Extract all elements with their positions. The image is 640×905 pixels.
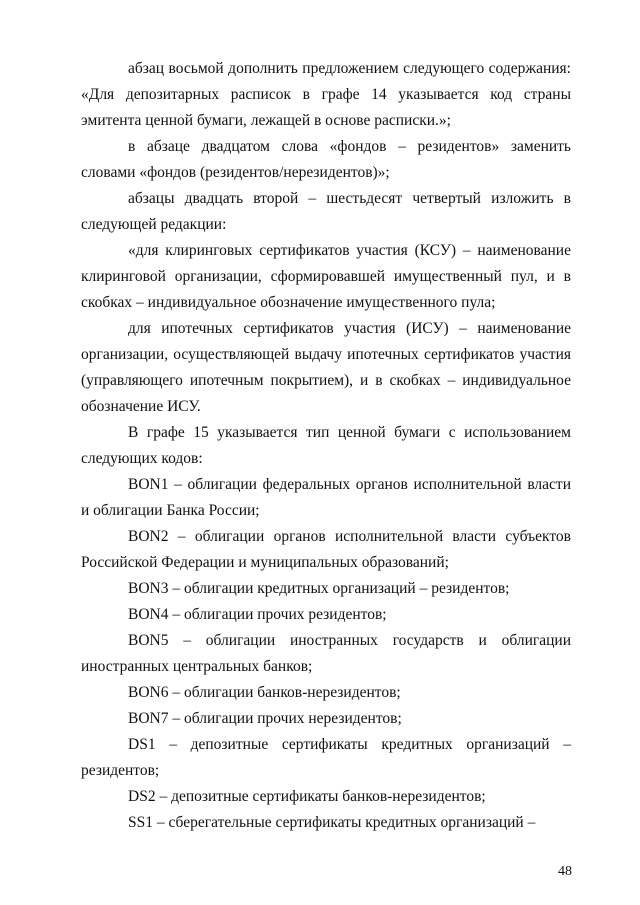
document-body [81,56,571,836]
paragraph: в абзаце двадцатом слова «фондов – резидентов» заменить словами «фондов (резидентов/нерезидентов)»; [81,138,571,181]
paragraph: DS1 – депозитные сертификаты кредитных организаций – резидентов; [81,736,571,779]
paragraph: «для клиринговых сертификатов участия (КСУ) – наименование клиринговой организации, сформировавшей имущественный пул, и в скобках – индивидуальное обозначение имущественного пула; [81,242,571,311]
paragraph: BON7 – облигации прочих нерезидентов; [128,710,402,727]
paragraph: BON6 – облигации банков-нерезидентов; [128,684,401,701]
paragraph: SS1 – сберегательные сертификаты кредитных организаций – [128,814,536,831]
paragraph: DS2 – депозитные сертификаты банков-нерезидентов; [128,788,486,805]
paragraph: В графе 15 указывается тип ценной бумаги с использованием следующих кодов: [81,424,571,467]
paragraph: абзацы двадцать второй – шестьдесят четвертый изложить в следующей редакции: [81,190,571,233]
paragraph: BON3 – облигации кредитных организаций – резидентов; [128,580,510,597]
paragraph: BON2 – облигации органов исполнительной власти субъектов Российской Федерации и муниципальных образований; [81,528,571,571]
paragraph: BON1 – облигации федеральных органов исполнительной власти и облигации Банка России; [81,476,571,519]
paragraph: BON4 – облигации прочих резидентов; [128,606,387,623]
page-number: 48 [558,864,572,879]
paragraph: абзац восьмой дополнить предложением следующего содержания: «Для депозитарных расписок в графе 14 указывается код страны эмитента ценной бумаги, лежащей в основе расписки.»; [81,60,571,129]
paragraph: для ипотечных сертификатов участия (ИСУ) – наименование организации, осуществляющей выдачу ипотечных сертификатов участия (управляющего ипотечным покрытием), и в скобках – индивидуальное обозначение ИСУ. [81,320,571,415]
paragraph: BON5 – облигации иностранных государств и облигации иностранных центральных банков; [81,632,571,675]
